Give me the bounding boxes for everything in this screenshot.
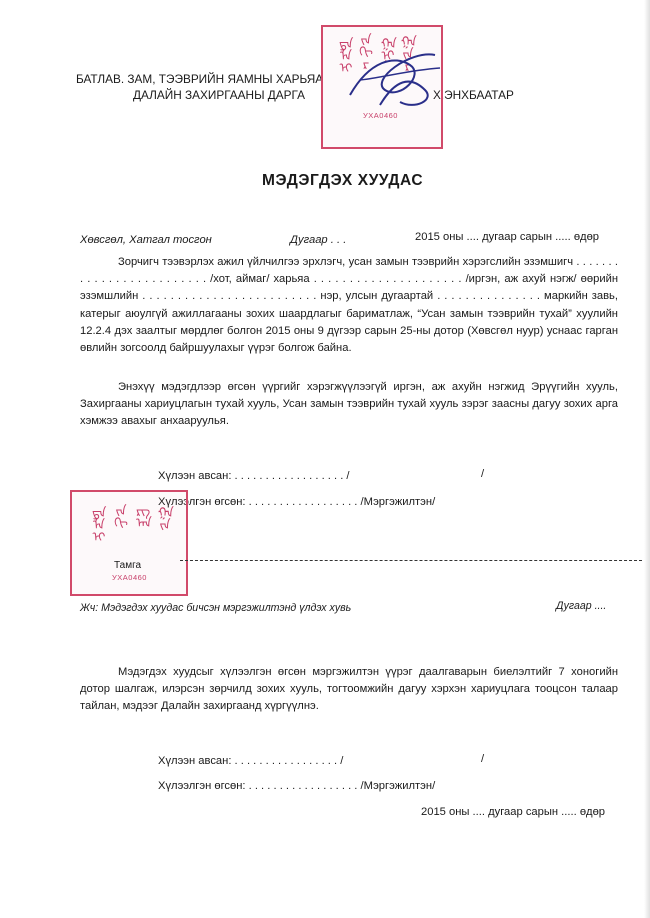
delivered-by-line-2: Хүлээлгэн өгсөн: . . . . . . . . . . . . . . . . . . /Мэргэжилтэн/ [158,780,436,792]
document-number: Дугаар . . . [290,234,347,246]
received-slash-1: / [481,468,485,480]
org-title-line-2: ДАЛАЙН ЗАХИРГААНЫ ДАРГА [133,88,305,102]
seal-label: Тамга [114,560,142,571]
received-by-line-2: Хүлээн авсан: . . . . . . . . . . . . . . . . . / [158,755,344,767]
body-paragraph-1: Зорчигч тээвэрлэх ажил үйлчилгээ эрхлэгч, усан замын тээврийн хэрэгслийн эзэмшигч . . . . . . . . . . . . . . . . . . . . . . . . . /хот, аймаг/ харьяа . . . . . . . . . . . . . . . . . . . . . /иргэн, аж ахуй нэгж/ өөрийн эзэмшлийн . . . . . . . . . . . . . . . . . . . . . . . . . нэр, улсын дугаартай . . . . . . . . . . . . . . . маркийн завь, катерыг аюулгүй ажиллагааны зохих шаардлагыг бариматлаж, “Усан замын тээврийн тухай” хуулийн 12.2.4 дэх заалтыг мөрдлөг болгон 2015 оны 9 дүгээр сарын 25-ны дотор (Хөвсгөл нуур) уснаас гарган өвлийн зогсоолд байршуулахыг үүрэг болгож байна. [80,256,618,355]
seal-code: УХА0460 [112,573,147,582]
received-slash-2: / [481,753,485,765]
body-paragraph-2: Энэхүү мэдэгдлээр өгсөн үүргийг хэрэгжүүлээгүй иргэн, аж ахуйн нэгжид Эрүүгийн хууль, Захиргааны хариуцлагын тухай хууль, Усан замын тээврийн тухай хууль зэрэг заасны дагуу зохих арга хэмжээ авахыг анхааруулья. [80,381,618,428]
signature-mark [340,40,450,120]
received-by-line-1: Хүлээн авсан: . . . . . . . . . . . . . . . . . . / [158,470,350,482]
approval-stamp: ᠳᠠ ᠯᠠ ᠢ ᠵᠠ ᠬᠢ ᠷ ᠭᠠ ᠨᠢ ᠭᠠ ᠵᠠ ᠷ УХА0460 [321,25,443,149]
footer-date: 2015 оны .... дугаар сарын ..... өдөр [421,806,606,818]
copy-number: Дугаар .... [556,600,607,612]
document-date: 2015 оны .... дугаар сарын ..... өдөр [415,231,600,243]
page-edge-shadow [644,0,650,918]
place: Хөвсгөл, Хатгал тосгон [80,234,212,246]
tear-off-line [180,560,642,561]
org-title-line-1: БАТЛАВ. ЗАМ, ТЭЭВРИЙН ЯАМНЫ ХАРЬЯА [76,72,324,86]
body-paragraph-3: Мэдэгдэх хуудсыг хүлээлгэн өгсөн мэргэжилтэн үүрэг даалгаварын биелэлтийг 7 хоногийн дотор шалгаж, илэрсэн зөрчилд зохих хууль, тогтоомжийн дагуу хэрхэн хариуцлага тооцсон талаар тайлан, мэдээг Далайн захиргаанд хүргүүлнэ. [80,666,618,713]
stamp-code: УХА0460 [363,111,398,120]
delivered-by-line-1: Хүлээлгэн өгсөн: . . . . . . . . . . . . . . . . . . /Мэргэжилтэн/ [158,496,436,508]
signatory-name: Х.ЭНХБААТАР [433,88,514,102]
copy-note: Жч: Мэдэгдэх хуудас бичсэн мэргэжилтэнд үлдэх хувь [80,602,352,614]
page-title: МЭДЭГДЭХ ХУУДАС [262,172,424,189]
official-seal: ᠳᠠ ᠯᠠ ᠢ ᠵᠠ ᠬᠢ ᠷᠭ ᠠᠨ ᠭᠠ ᠵᠠ Тамга УХА0460 [70,490,188,596]
